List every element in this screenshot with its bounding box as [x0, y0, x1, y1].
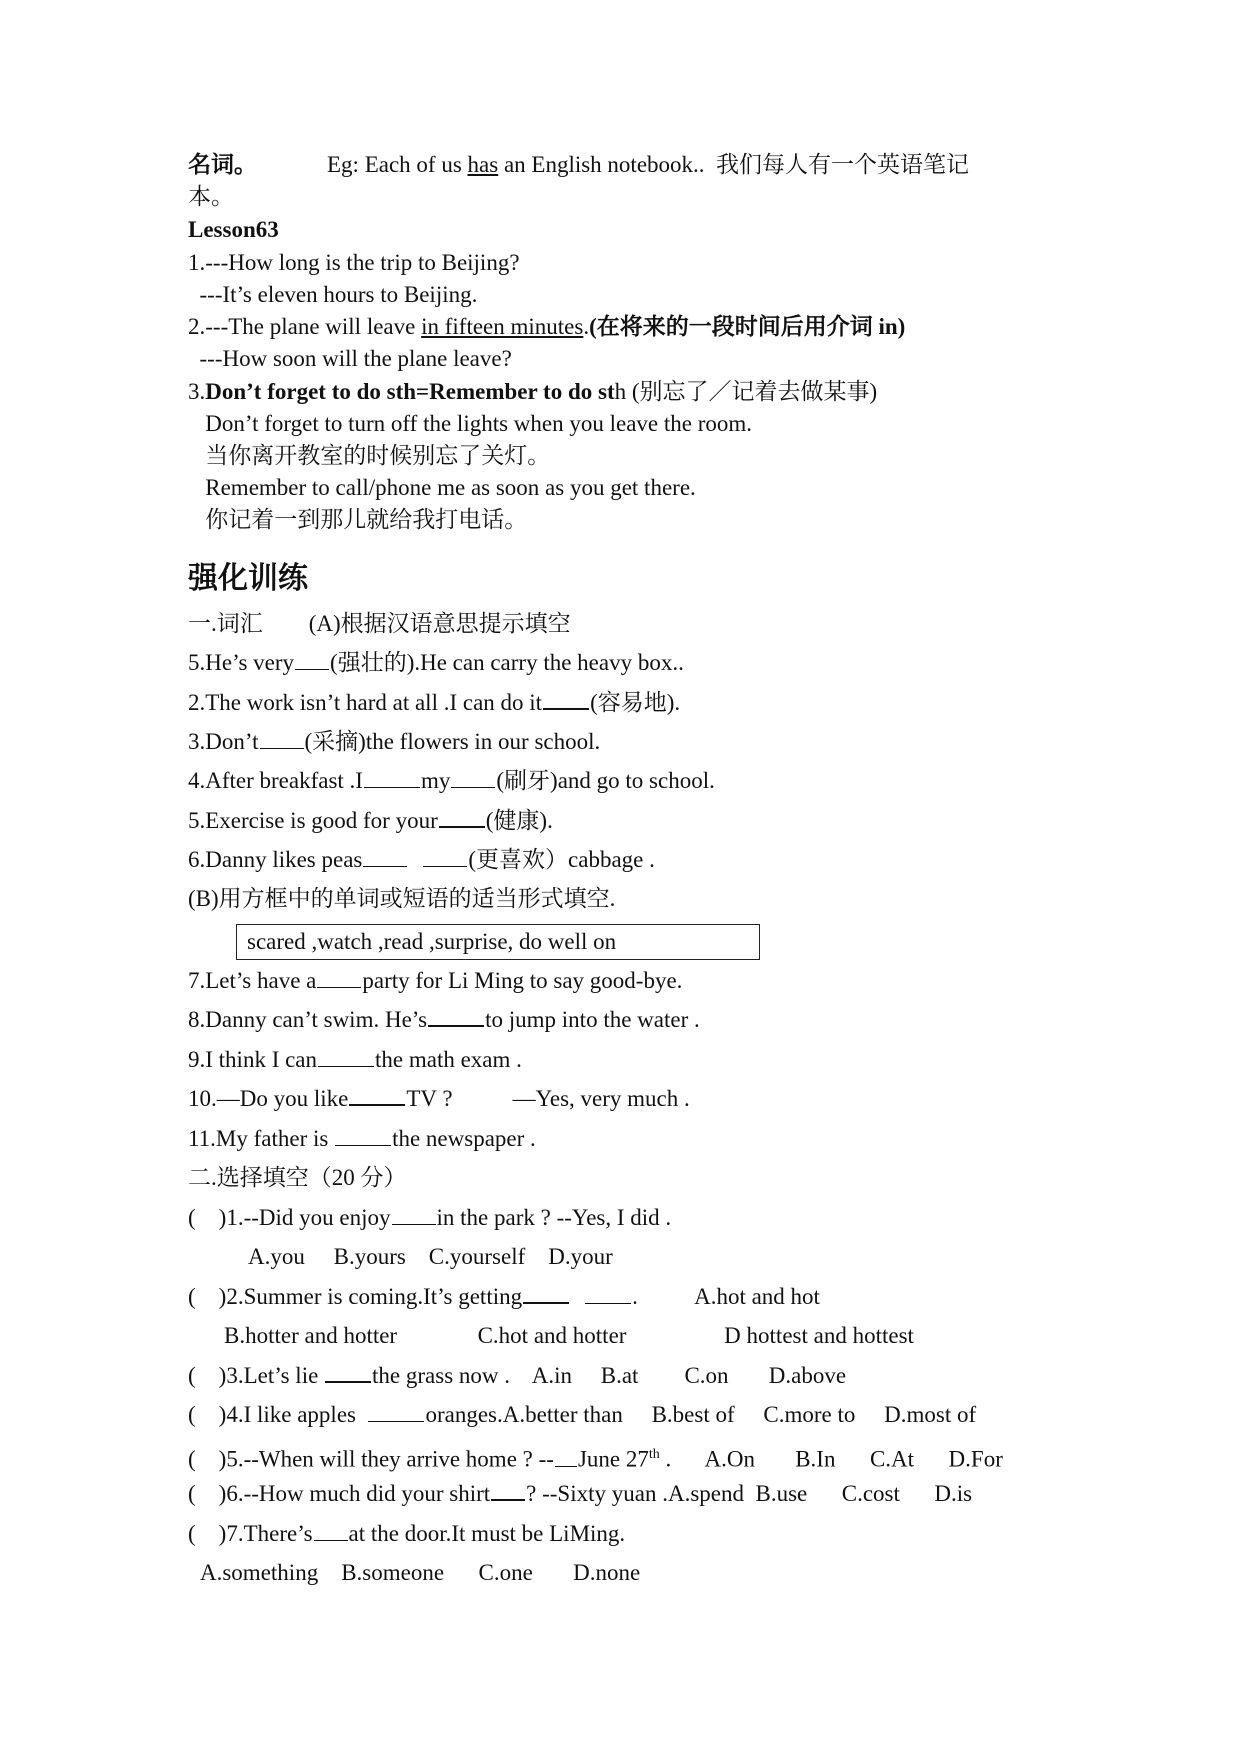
lesson-q3-example-2: Remember to call/phone me as soon as you get there. [188, 475, 696, 500]
choice-item-7-options: A.something B.someone C.one D.none [200, 1560, 641, 1585]
vocab-item-4-mid: my [420, 768, 451, 793]
answer-blank[interactable] [428, 1007, 484, 1027]
vocab-item-9-rest: the math exam . [375, 1047, 522, 1072]
choice-item-3-rest: the grass now . A.in B.at C.on D.above [372, 1363, 847, 1388]
answer-blank[interactable] [363, 848, 407, 867]
section-title: 强化训练 [188, 561, 308, 596]
vocab-item-10-text: 10.—Do you like [188, 1086, 349, 1111]
vocab-item-1-text: 5.He’s very [188, 650, 295, 675]
vocab-b-header: (B)用方框中的单词或短语的适当形式填空. [188, 886, 616, 911]
choice-header: 二.选择填空（20 分） [188, 1165, 407, 1190]
choice-item-4-text: ( )4.I like apples [188, 1402, 368, 1427]
vocab-item-2 [188, 688, 680, 718]
vocab-item-6 [188, 845, 655, 875]
choice-item-7-text: ( )7.There’s [188, 1521, 313, 1546]
vocab-item-4-text: 4.After breakfast .I [188, 768, 363, 793]
lesson-q3 [188, 377, 877, 407]
choice-item-6 [188, 1479, 972, 1509]
choice-item-1-options: A.you B.yours C.yourself D.your [248, 1244, 613, 1269]
intro-line-2: 本。 [188, 184, 234, 209]
answer-blank[interactable] [317, 969, 361, 988]
choice-item-5-text: ( )5.--When will they arrive home ? -- [188, 1446, 554, 1472]
choice-item-2-rest: . A.hot and hot [632, 1284, 820, 1309]
vocab-item-2-rest: (容易地). [590, 690, 681, 715]
choice-item-2-options: B.hotter and hotter C.hot and hotter D hottest and hottest [224, 1323, 914, 1348]
choice-item-7 [188, 1519, 625, 1549]
lesson-q2 [188, 312, 905, 342]
vocab-item-10 [188, 1084, 690, 1114]
answer-blank[interactable] [523, 1284, 569, 1304]
choice-item-4 [188, 1400, 976, 1430]
vocab-item-5 [188, 806, 553, 836]
lesson-q2-note: (在将来的一段时间后用介词 in) [589, 314, 906, 339]
vocab-item-5-text: 5.Exercise is good for your [188, 808, 438, 833]
vocab-item-4-rest: (刷牙)and go to school. [496, 768, 715, 793]
lesson-title: Lesson63 [188, 217, 279, 242]
answer-blank[interactable] [543, 690, 589, 710]
vocab-item-11-rest: the newspaper . [392, 1126, 536, 1151]
intro-has-underlined: has [467, 152, 499, 177]
vocab-item-3-rest: (采摘)the flowers in our school. [304, 729, 601, 754]
answer-blank[interactable] [318, 1048, 374, 1067]
answer-blank[interactable] [585, 1285, 631, 1304]
word-box: scared ,watch ,read ,surprise, do well on [236, 924, 760, 960]
lesson-q3-note: h (别忘了／记着去做某事) [614, 379, 878, 404]
answer-blank[interactable] [451, 769, 495, 788]
lesson-q2-answer: ---How soon will the plane leave? [188, 346, 512, 371]
vocab-item-10-reply: —Yes, very much . [512, 1086, 690, 1111]
choice-item-7-rest: at the door.It must be LiMing. [348, 1521, 626, 1546]
choice-item-6-rest: ? --Sixty yuan .A.spend B.use C.cost D.is [526, 1481, 973, 1506]
lesson-q2-underlined: in fifteen minutes [421, 314, 584, 339]
lesson-q2-text: 2.---The plane will leave [188, 314, 422, 339]
vocab-item-2-text: 2.The work isn’t hard at all .I can do it [188, 690, 543, 715]
lesson-q3-bold: Don’t forget to do sth=Remember to do st [205, 379, 615, 404]
vocab-item-5-rest: (健康). [485, 808, 553, 833]
lesson-q2-period: . [583, 314, 590, 339]
choice-item-5-rest: . A.On B.In C.At D.For [659, 1446, 1003, 1472]
choice-item-1-rest: in the park ? --Yes, I did . [436, 1205, 672, 1230]
choice-item-5-sup: th [648, 1447, 660, 1462]
lesson-q3-example-1: Don’t forget to turn off the lights when you leave the room. [188, 411, 753, 436]
lesson-q3-example-1-cn: 当你离开教室的时候别忘了关灯。 [188, 443, 551, 468]
vocab-header: 一.词汇 (A)根据汉语意思提示填空 [188, 611, 571, 636]
vocab-item-1 [188, 648, 684, 678]
vocab-item-9 [188, 1045, 522, 1075]
intro-noun-label: 名词。 [188, 152, 257, 177]
choice-item-6-text: ( )6.--How much did your shirt [188, 1481, 491, 1506]
vocab-item-6-rest: (更喜欢）cabbage . [468, 847, 655, 872]
vocab-item-8-rest: to jump into the water . [485, 1007, 700, 1032]
vocab-item-8-text: 8.Danny can’t swim. He’s [188, 1007, 428, 1032]
answer-blank[interactable] [364, 769, 420, 788]
choice-item-5 [188, 1440, 1003, 1475]
answer-blank[interactable] [295, 651, 329, 670]
intro-eg-text: Eg: Each of us [327, 152, 468, 177]
answer-blank[interactable] [349, 1086, 405, 1106]
choice-item-1 [188, 1203, 671, 1233]
lesson-q1-answer: ---It’s eleven hours to Beijing. [188, 282, 478, 307]
answer-blank[interactable] [325, 1363, 371, 1383]
vocab-item-9-text: 9.I think I can [188, 1047, 318, 1072]
vocab-item-7 [188, 966, 682, 996]
vocab-item-11 [188, 1124, 536, 1154]
answer-blank[interactable] [555, 1448, 577, 1467]
vocab-item-11-text: 11.My father is [188, 1126, 335, 1151]
answer-blank[interactable] [491, 1481, 525, 1501]
answer-blank[interactable] [335, 1127, 391, 1146]
vocab-item-7-text: 7.Let’s have a [188, 968, 317, 993]
vocab-item-7-rest: party for Li Ming to say good-bye. [362, 968, 683, 993]
choice-item-3-text: ( )3.Let’s lie [188, 1363, 325, 1388]
lesson-q3-num: 3. [188, 379, 206, 404]
vocab-item-3-text: 3.Don’t [188, 729, 259, 754]
answer-blank[interactable] [314, 1522, 348, 1541]
vocab-item-4 [188, 766, 715, 796]
answer-blank[interactable] [392, 1206, 436, 1225]
answer-blank[interactable] [439, 808, 485, 828]
choice-item-2-text: ( )2.Summer is coming.It’s getting [188, 1284, 523, 1309]
answer-blank[interactable] [260, 730, 304, 749]
vocab-item-3 [188, 727, 600, 757]
intro-eg-rest: an English notebook.. 我们每人有一个英语笔记 [498, 152, 970, 177]
vocab-item-10-mid: TV ? [406, 1086, 453, 1111]
choice-item-5-date: June 27 [577, 1446, 649, 1472]
vocab-item-1-rest: (强壮的).He can carry the heavy box.. [330, 650, 684, 675]
choice-item-2 [188, 1282, 820, 1312]
choice-item-4-rest: oranges.A.better than B.best of C.more to D.most of [425, 1402, 977, 1427]
choice-item-3 [188, 1361, 846, 1391]
intro-line-1 [188, 150, 969, 180]
lesson-q1: 1.---How long is the trip to Beijing? [188, 250, 520, 275]
answer-blank[interactable] [423, 848, 467, 867]
vocab-item-6-text: 6.Danny likes peas [188, 847, 363, 872]
vocab-item-8 [188, 1005, 700, 1035]
lesson-q3-example-2-cn: 你记着一到那儿就给我打电话。 [188, 507, 528, 532]
choice-item-1-text: ( )1.--Did you enjoy [188, 1205, 391, 1230]
answer-blank[interactable] [368, 1403, 424, 1422]
